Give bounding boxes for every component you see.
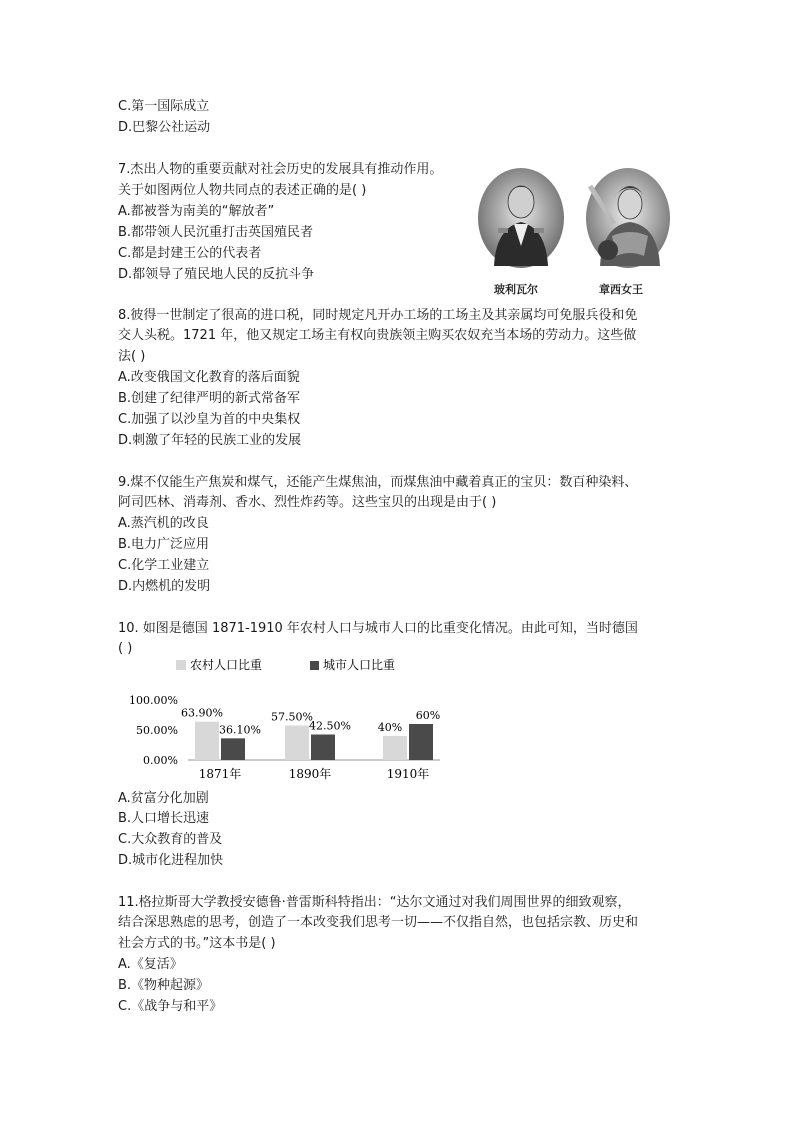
q9-option-c: C.化学工业建立	[118, 558, 210, 573]
q9-option-b: B.电力广泛应用	[118, 537, 210, 552]
caption-rani: 章西女王	[599, 283, 643, 296]
q9-stem: 阿司匹林、消毒剂、香水、烈性炸药等。这些宝贝的出现是由于( )	[118, 495, 497, 510]
q9-option-d: D.内燃机的发明	[118, 579, 211, 594]
y-tick-label: 100.00%	[129, 694, 178, 707]
q11-option-c: C.《战争与和平》	[118, 999, 223, 1014]
q7-option-d: D.都领导了殖民地人民的反抗斗争	[118, 267, 315, 282]
q9-option-a: A.蒸汽机的改良	[118, 516, 209, 531]
x-tick-label: 1910年	[386, 767, 430, 781]
data-label-rural: 57.50%	[271, 710, 313, 724]
rani-portrait	[584, 166, 672, 278]
y-tick-label: 0.00%	[143, 754, 178, 767]
x-tick-label: 1890年	[288, 767, 332, 781]
q11-stem: 社会方式的书。”这本书是( )	[118, 936, 276, 951]
data-label-rural: 63.90%	[181, 706, 223, 720]
q8-option-a: A.改变俄国文化教育的落后面貌	[118, 370, 300, 385]
data-label-urban: 36.10%	[219, 723, 261, 737]
bar-urban	[221, 738, 245, 760]
data-label-rural: 40%	[377, 721, 403, 734]
data-label-urban: 60%	[415, 709, 441, 722]
q11-option-a: A.《复活》	[118, 957, 183, 972]
q10-stem: ( )	[118, 641, 133, 656]
q7-option-a: A.都被誉为南美的“解放者”	[118, 204, 275, 219]
q10-option-a: A.贫富分化加剧	[118, 791, 209, 806]
data-label-urban: 42.50%	[309, 719, 351, 733]
q11-option-b: B.《物种起源》	[118, 978, 210, 993]
option-d: D.巴黎公社运动	[118, 120, 211, 135]
q11-stem: 11.格拉斯哥大学教授安德鲁·普雷斯科特指出：“达尔文通过对我们周围世界的细致观察，	[118, 895, 631, 910]
q7-option-b: B.都带领人民沉重打击英国殖民者	[118, 225, 314, 240]
q10-option-c: C.大众教育的普及	[118, 832, 223, 847]
q10-option-b: B.人口增长迅速	[118, 811, 210, 826]
q10-option-d: D.城市化进程加快	[118, 853, 224, 868]
q7-stem: 关于如图两位人物共同点的表述正确的是( )	[118, 183, 367, 198]
q8-option-b: B.创建了纪律严明的新式常备军	[118, 391, 301, 406]
caption-bolivar: 玻利瓦尔	[494, 283, 538, 296]
y-tick-label: 50.00%	[136, 724, 178, 737]
x-tick-label: 1871年	[198, 767, 242, 781]
bar-rural	[195, 722, 219, 760]
bolivar-portrait	[476, 166, 566, 278]
q8-stem: 8.彼得一世制定了很高的进口税，同时规定凡开办工场的工场主及其亲属均可免服兵役和免	[118, 308, 638, 323]
q7-option-c: C.都是封建王公的代表者	[118, 246, 262, 261]
q7-stem: 7.杰出人物的重要贡献对社会历史的发展具有推动作用。	[118, 162, 443, 177]
q8-option-c: C.加强了以沙皇为首的中央集权	[118, 412, 301, 427]
population-chart	[118, 654, 448, 784]
legend-label-rural: 农村人口比重	[190, 658, 263, 672]
q8-option-d: D.刺激了年轻的民族工业的发展	[118, 433, 302, 448]
option-c: C.第一国际成立	[118, 99, 210, 114]
bar-rural	[383, 736, 407, 760]
bar-urban	[409, 724, 433, 760]
q8-stem: 交人头税。1721 年，他又规定工场主有权向贵族领主购买农奴充当本场的劳动力。这些做	[118, 328, 637, 343]
legend-label-urban: 城市人口比重	[323, 658, 396, 672]
legend-swatch-rural	[176, 660, 186, 670]
q11-stem: 结合深思熟虑的思考，创造了一本改变我们思考一切——不仅指自然，也包括宗教、历史和	[118, 915, 639, 930]
q8-stem: 法( )	[118, 349, 146, 364]
legend-swatch-urban	[310, 661, 319, 670]
q9-stem: 9.煤不仅能生产焦炭和煤气，还能产生煤焦油，而煤焦油中藏着真正的宝贝：数百种染料、	[118, 475, 638, 490]
bar-urban	[311, 735, 335, 761]
q10-stem: 10. 如图是德国 1871-1910 年农村人口与城市人口的比重变化情况。由此可知，当时德国	[118, 621, 638, 636]
bar-rural	[285, 726, 309, 761]
